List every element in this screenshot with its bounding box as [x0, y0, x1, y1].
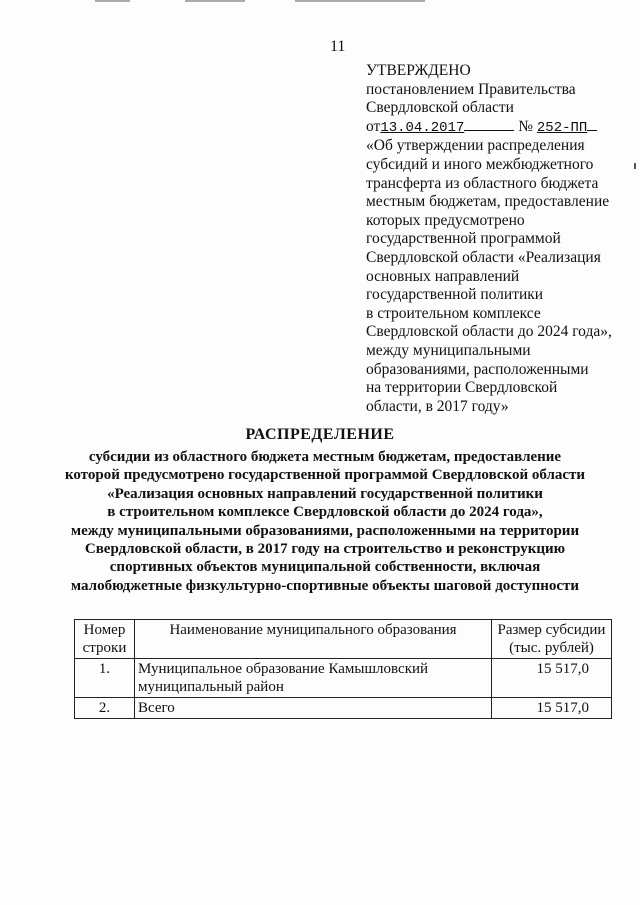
approval-line: Свердловской области	[366, 99, 514, 117]
approval-title-line: образованиями, расположенными	[366, 360, 589, 378]
approval-title-line: на территории Свердловской	[366, 379, 558, 397]
row-name: Всего	[135, 698, 492, 719]
header-row-number: Номер строки	[75, 620, 135, 659]
row-number: 2.	[75, 698, 135, 719]
approval-title-line: Свердловской области до 2024 года»,	[366, 323, 612, 341]
subtitle-line: в строительном комплексе Свердловской области до 2024 года»,	[107, 504, 543, 521]
scan-artifact	[634, 163, 636, 169]
row-amount: 15 517,0	[492, 698, 612, 719]
approval-title-line: области, в 2017 году»	[366, 397, 509, 415]
approval-title-line: субсидий и иного межбюджетного	[366, 155, 594, 173]
approval-title-line: государственной программой	[366, 230, 561, 248]
row-name: Муниципальное образование Камышловский муниципальный район	[135, 659, 492, 698]
approval-heading: УТВЕРЖДЕНО	[366, 62, 471, 79]
approval-title-line: между муниципальными	[366, 341, 531, 359]
table-header-row	[75, 620, 612, 659]
approval-date-line	[366, 118, 628, 138]
subtitle-line: спортивных объектов муниципальной собственности, включая	[109, 559, 541, 576]
distribution-table	[74, 619, 612, 719]
subtitle-line: «Реализация основных направлений государственной политики	[107, 485, 543, 502]
subtitle-line: Свердловской области, в 2017 году на строительство и реконструкцию	[84, 541, 566, 558]
approval-date: 13.04.2017	[380, 119, 465, 136]
subtitle-line: малобюджетные физкультурно-спортивные объекты шаговой доступности	[70, 577, 580, 594]
subtitle-line: между муниципальными образованиями, расположенными на территории	[70, 522, 580, 539]
approval-title-line: которых предусмотрено	[366, 211, 525, 229]
document-title: РАСПРЕДЕЛЕНИЕ	[245, 426, 395, 443]
approval-line: постановлением Правительства	[366, 80, 576, 98]
row-amount: 15 517,0	[492, 659, 612, 698]
subtitle-line: субсидии из областного бюджета местным бюджетам, предоставление	[88, 449, 562, 465]
approval-title-line: в строительном комплексе	[366, 304, 541, 322]
approval-title-line: государственной политики	[366, 286, 544, 304]
scan-artifact	[185, 0, 245, 2]
approval-title-line: основных направлений	[366, 267, 520, 285]
date-prefix: от	[366, 117, 381, 135]
header-amount: Размер субсидии (тыс. рублей)	[492, 620, 612, 659]
subtitle-line: которой предусмотрено государственной программой Свердловской области	[64, 467, 586, 484]
approval-block	[366, 62, 628, 416]
header-name: Наименование муниципального образования	[135, 620, 492, 659]
approval-title-line: Свердловской области «Реализация	[366, 248, 601, 266]
row-number: 1.	[75, 659, 135, 698]
document-subtitle	[40, 448, 610, 595]
approval-title-line: трансферта из областного бюджета	[366, 174, 599, 192]
table-row	[75, 659, 612, 698]
approval-title-line: местным бюджетам, предоставление	[366, 193, 610, 211]
date-underline	[464, 118, 514, 131]
number-prefix: №	[518, 117, 534, 135]
scan-artifact	[95, 0, 130, 2]
page-number: 11	[330, 38, 346, 55]
approval-title	[366, 137, 628, 416]
approval-title-line: «Об утверждении распределения	[366, 137, 585, 155]
approval-number: 252-ПП	[536, 119, 588, 136]
table-row	[75, 698, 612, 719]
number-underline	[587, 118, 597, 131]
scan-artifact	[295, 0, 425, 2]
